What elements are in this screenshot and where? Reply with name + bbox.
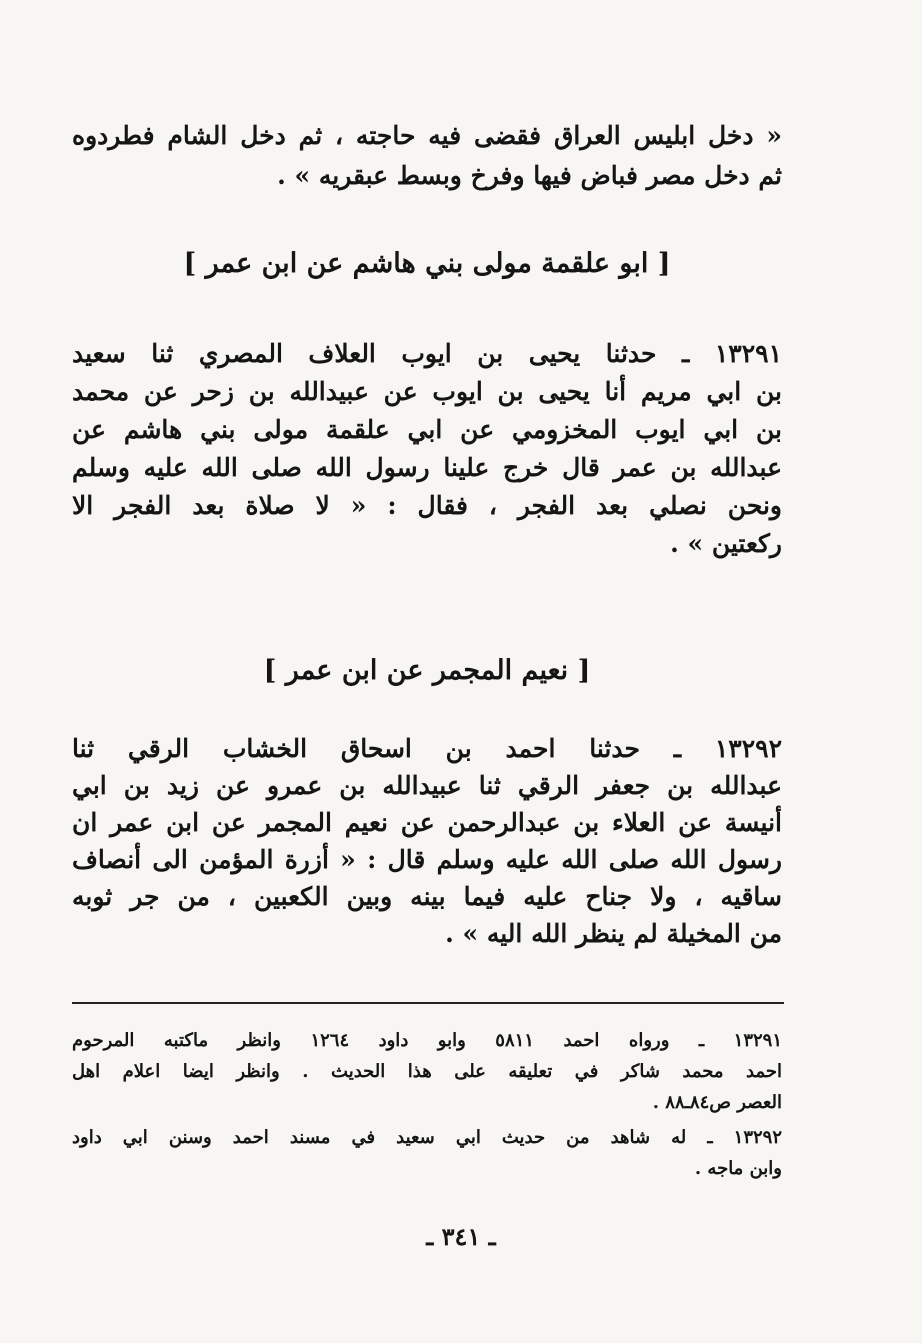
footnote-line: ١٣٢٩٢ ـ له شاهد من حديث ابي سعيد في مسند احمد وسنن ابي داود: [72, 1127, 782, 1148]
footnote-divider: [72, 1002, 784, 1004]
text-line: ١٣٢٩١ ـ حدثنا يحيى بن ايوب العلاف المصري ثنا سعيد: [72, 339, 782, 368]
text-line: من المخيلة لم ينظر الله اليه » .: [445, 919, 782, 948]
section-heading-abu-alqama: [ ابو علقمة مولى بني هاشم عن ابن عمر ]: [183, 248, 671, 279]
text-line: أنيسة عن العلاء بن عبدالرحمن عن نعيم المجمر عن ابن عمر ان: [72, 808, 782, 837]
footnote-line: وابن ماجه .: [694, 1158, 782, 1179]
text-line: ثم دخل مصر فباض فيها وفرخ وبسط عبقريه » .: [277, 161, 782, 190]
text-line: ركعتين » .: [670, 529, 782, 558]
text-line: « دخل ابليس العراق فقضى فيه حاجته ، ثم دخل الشام فطردوه: [72, 121, 782, 150]
footnotes: [72, 1025, 782, 1184]
footnote-line: احمد محمد شاكر في تعليقه على هذا الحديث . وانظر ايضا اعلام اهل: [72, 1061, 782, 1082]
page-number: ـ ٣٤١ ـ: [426, 1222, 496, 1251]
text-line: بن ابي مريم أنا يحيى بن ايوب عن عبيدالله بن زحر عن محمد: [72, 377, 782, 406]
intro-paragraph: [72, 118, 782, 194]
hadith-13291: [72, 335, 782, 563]
text-line: ونحن نصلي بعد الفجر ، فقال : « لا صلاة بعد الفجر الا: [72, 491, 782, 520]
text-line: ١٣٢٩٢ ـ حدثنا احمد بن اسحاق الخشاب الرقي ثنا: [72, 734, 782, 763]
footnote-line: العصر ص٨٤ـ٨٨ .: [652, 1092, 782, 1113]
text-line: عبدالله بن عمر قال خرج علينا رسول الله صلى الله عليه وسلم: [72, 453, 782, 482]
text-line: عبدالله بن جعفر الرقي ثنا عبيدالله بن عمرو عن زيد بن ابي: [72, 771, 782, 800]
footnote-line: ١٣٢٩١ ـ ورواه احمد ٥٨١١ وابو داود ١٢٦٤ وانظر ماكتبه المرحوم: [72, 1030, 782, 1051]
section-heading-nuaym-almujmir: [ نعيم المجمر عن ابن عمر ]: [263, 655, 591, 686]
text-line: ساقيه ، ولا جناح عليه فيما بينه وبين الكعبين ، من جر ثوبه: [72, 882, 782, 911]
text-line: رسول الله صلى الله عليه وسلم قال : « أزرة المؤمن الى أنصاف: [72, 845, 782, 874]
text-line: بن ابي ايوب المخزومي عن ابي علقمة مولى بني هاشم عن: [72, 415, 782, 444]
hadith-13292: [72, 730, 782, 952]
